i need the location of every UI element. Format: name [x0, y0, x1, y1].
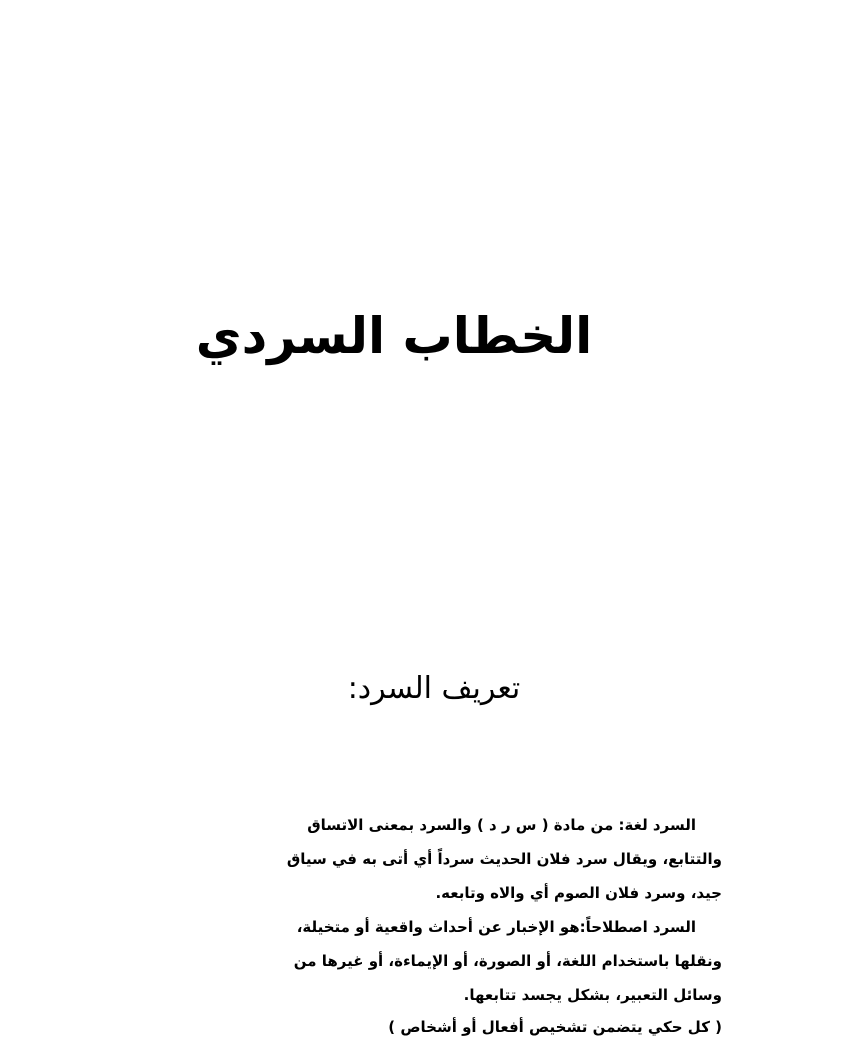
text-line: وسائل التعبير، بشكل يجسد تتابعها. [463, 986, 722, 1004]
paragraph-definition-terminological [258, 910, 722, 1012]
paragraph-definition-linguistic [258, 808, 722, 910]
text-line: السرد لغة: من مادة ( س ر د ) والسرد بمعنى الاتساق [307, 816, 696, 834]
cut-off-text-line: ( كل حكي يتضمن تشخيص أفعال أو أشخاص ) [388, 1018, 722, 1036]
text-line: جيد، وسرد فلان الصوم أي والاه وتابعه. [435, 884, 722, 902]
document-title: الخطاب السردي [195, 307, 593, 365]
text-line: ونقلها باستخدام اللغة، أو الصورة، أو الإيماءة، أو غيرها من [293, 952, 722, 970]
body-text [258, 808, 722, 1012]
text-line: والتتابع، ويقال سرد فلان الحديث سرداً أي أتى به في سياق [286, 850, 722, 868]
text-line: السرد اصطلاحاً:هو الإخبار عن أحداث واقعية أو متخيلة، [296, 918, 696, 936]
section-heading: تعريف السرد: [347, 671, 521, 706]
